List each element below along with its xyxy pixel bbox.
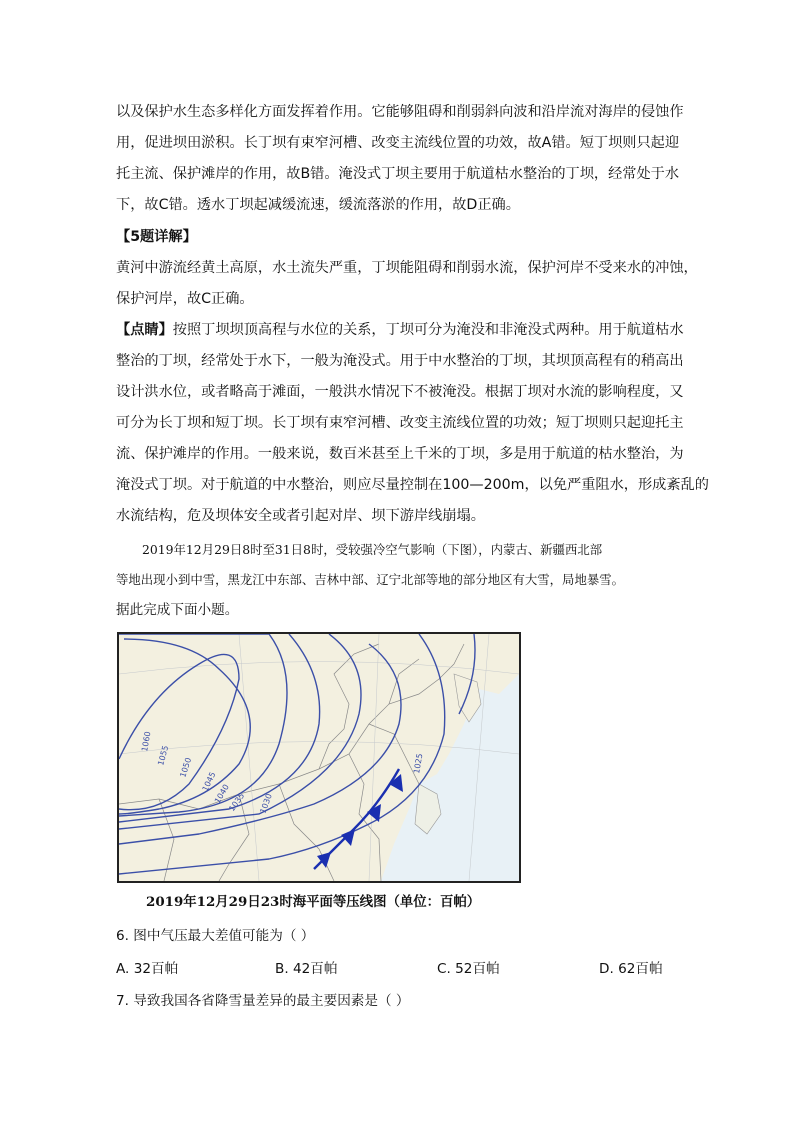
- q5-heading: 【5题详解】: [116, 229, 197, 245]
- text-line: 下，故C错。透水丁坝起减缓流速，缓流落淤的作用，故D正确。: [116, 197, 520, 213]
- isobar-label: 1050: [178, 756, 194, 779]
- text-line: 可分为长丁坝和短丁坝。长丁坝有束窄河槽、改变主流线位置的功效；短丁坝则只起迎托主: [116, 415, 684, 431]
- text-line: 水流结构，危及坝体安全或者引起对岸、坝下游岸线崩塌。: [116, 508, 485, 524]
- text-line: 托主流、保护滩岸的作用，故B错。淹没式丁坝主要用于航道枯水整治的丁坝，经常处于水: [116, 166, 680, 182]
- isobar-label: 1025: [412, 752, 425, 775]
- option-text: 62百帕: [618, 961, 663, 977]
- isobar-label: 1060: [140, 730, 153, 753]
- text-line: 等地出现小到中雪，黑龙江中东部、吉林中部、辽宁北部等地的部分地区有大雪，局地暴雪。: [116, 572, 625, 587]
- q7-stem: 7. 导致我国各省降雪量差异的最主要因素是（ ）: [116, 993, 410, 1009]
- q6-stem: 6. 图中气压最大差值可能为（ ）: [116, 928, 315, 944]
- text-line: 保护河岸，故C正确。: [116, 291, 254, 307]
- isobar-label: 1035: [227, 791, 247, 814]
- q6-option-d: [599, 957, 663, 977]
- option-key: D.: [599, 961, 614, 977]
- text-line: 据此完成下面小题。: [116, 602, 239, 618]
- isobar-map-svg: [119, 634, 519, 881]
- option-text: 52百帕: [455, 961, 500, 977]
- isobar-label: 1030: [258, 792, 274, 815]
- q5-detail: [116, 222, 698, 315]
- text-line: 以及保护水生态多样化方面发挥着作用。它能够阻碍和削弱斜向波和沿岸流对海岸的侵蚀作: [116, 104, 684, 120]
- text-line: 设计洪水位，或者略高于滩面，一般洪水情况下不被淹没。根据丁坝对水流的影响程度，又: [116, 384, 684, 400]
- dianjing-label: 【点睛】: [116, 322, 173, 338]
- text-line: 淹没式丁坝。对于航道的中水整治，则应尽量控制在100—200m，以免严重阻水，形成紊乱的: [116, 477, 709, 493]
- material-intro: [116, 535, 686, 625]
- option-key: B.: [275, 961, 289, 977]
- option-text: 32百帕: [133, 961, 179, 977]
- text-line: 2019年12月29日8时至31日8时，受较强冷空气影响（下图），内蒙古、新疆西北部: [142, 542, 603, 557]
- text-line: 整治的丁坝，经常处于水下，一般为淹没式。用于中水整治的丁坝，其坝顶高程有的稍高出: [116, 353, 684, 369]
- option-key: C.: [437, 961, 451, 977]
- isobar-label: 1040: [212, 782, 231, 805]
- dianjing-paragraph: [116, 315, 709, 532]
- option-text: 42百帕: [292, 961, 338, 977]
- explanation-paragraph: [116, 97, 684, 221]
- q6-option-c: [437, 957, 500, 977]
- q6-option-a: [116, 957, 178, 977]
- isobar-label: 1045: [200, 770, 218, 793]
- isobar-label: 1055: [156, 744, 171, 767]
- text-line: 用，促进坝田淤积。长丁坝有束窄河槽、改变主流线位置的功效，故A错。短丁坝则只起迎: [116, 135, 680, 151]
- q6-option-b: [275, 957, 337, 977]
- isobar-map: [117, 632, 521, 883]
- text-line: 流、保护滩岸的作用。一般来说，数百米甚至上千米的丁坝，多是用于航道的枯水整治，为: [116, 446, 684, 462]
- option-key: A.: [116, 961, 130, 977]
- text-line: 按照丁坝坝顶高程与水位的关系，丁坝可分为淹没和非淹没式两种。用于航道枯水: [172, 322, 684, 338]
- text-line: 黄河中游流经黄土高原，水土流失严重，丁坝能阻碍和削弱水流，保护河岸不受来水的冲蚀，: [116, 260, 698, 276]
- map-caption: 2019年12月29日23时海平面等压线图（单位：百帕）: [146, 894, 481, 910]
